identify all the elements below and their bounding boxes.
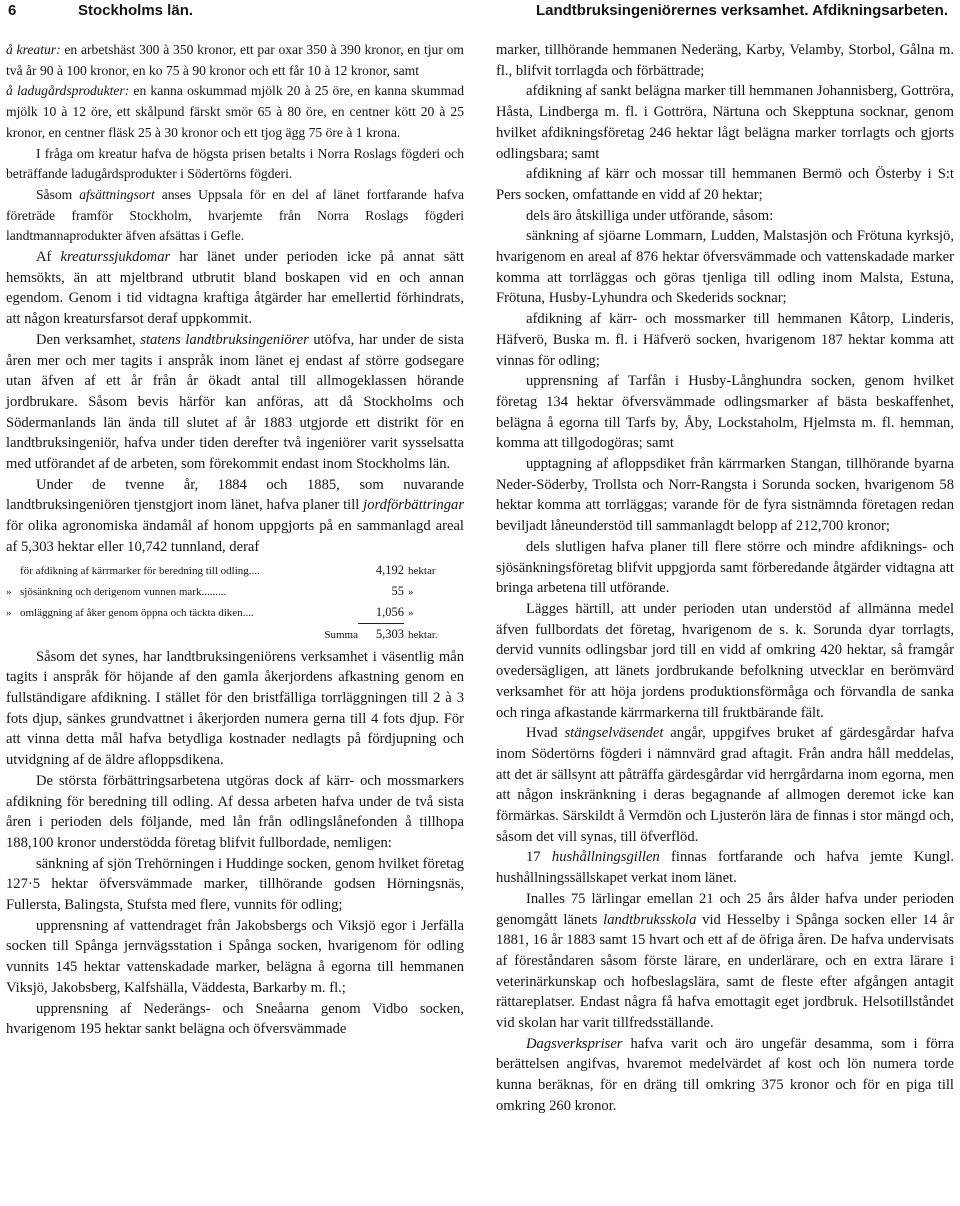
table-row: » sjösänkning och derigenom vunnen mark ......... 55 » [6, 583, 414, 598]
paragraph-text: har länet under perioden icke på annat sätt hemsökts, än att mjeltbrand utbrutit bland boskapen vid en och annan egendom. Genom i tid vidtagna kraftiga åtgärder har emellertid förhindrats, att någon kreatursfarsot deraf uppkommit. [6, 249, 464, 328]
inline-heading: stängselväsendet [564, 725, 664, 742]
left-column [6, 40, 464, 1040]
inline-heading: hushållningsgillen [551, 849, 660, 866]
page-number: 6 [8, 2, 17, 19]
paragraph-text: angår, uppgifves bruket af gärdesgårdar hafva inom Södertörns fögderi i nämnvärd grad aftagit. Från andra håll meddelas, att det är sällsynt att påträffa gärdesgårdar vid herrgårdarna inom egorna, men att någon inskränkning i deras begagnande af allmogen deremot icke kan förmärkas. Särskildt å Vermdön och Ljusterön lära de finnas i stor mängd och, såsom det vill synas, till öfverflöd. [496, 725, 954, 845]
paragraph-text: utöfva, har under de sista åren mer och mer tagits i anspråk inom länet ej endast af större godsegare utan äfven af ett år från år ökadt antal till allmogeklassen hörande jordbrukare. Såsom bevis härför kan anföras, att då Stockholms och Södermanlands län ända till slutet af år 1883 utgjorde ett distrikt för en landtbruksingeniör, hafva under tiden derefter två ingeniörer varit sysselsatta med utförandet af de arbeten, som förekommit endast inom Stockholms län. [6, 331, 464, 473]
paragraph: Såsom afsättningsort anses Uppsala för en del af länet fortfarande hafva företräde framför Stockholm, hvarjemte från Norra Roslags fögderi landtmannaprodukter äfven afsättas i Gefle. [6, 186, 465, 244]
paragraph [496, 1034, 954, 1117]
paragraph: upprensning af Tarfån i Husby-Långhundra socken, genom hvilket företag 134 hektar öfversvämmade odlingsmarker af bästa beskaffenhet, belägna å egorna till Tarfs by, Åby, Lockstaholm, Hjelmsta m. fl. hemman, komma att tillgodogöras; samt [496, 373, 954, 452]
paragraph: upprensning af vattendraget från Jakobsbergs och Viksjö egor i Jerfälla socken till Spånga jernvägsstation i Spånga socken, hvarigenom för odling vunnits 145 hektar vattenskadade marker, belägna å egorna till hemmanen Viksjö, Jakobsberg, Kalfshälla, Väddesta, Barkarby m. fl.; [6, 917, 464, 996]
inline-heading: landtbruksskola [603, 911, 697, 928]
paragraph: Såsom det synes, har landtbruksingeniörens verksamhet i väsentlig mån tagits i anspråk för höjande af den gamla åkerjordens afkastning genom en fullständigare afdikning. I stället för den bristfälliga torrläggningen till 2 à 3 fots djup, sänkes grundvattnet i åkerjorden numera gerna till 4 fots djup. För att vinna detta mål hafva betydliga kostnader nedlagts på fördjupning och utvidgning af de äldre afloppsdikena. [6, 648, 464, 769]
paragraph-text: en arbetshäst 300 à 350 kronor, ett par oxar 350 à 390 kronor, en tjur om två år 90 à 100 kronor, en ko 75 à 90 kronor och ett får 10 à 12 kronor, samt [6, 42, 464, 78]
paragraph: Lägges härtill, att under perioden utan understöd af allmänna medel äfven fullbordats det företag, hvarigenom de s. k. Sorunda dyar torrlagts, dervid vunnits odlingsbar jord till en vidd af omkring 420 hektar, så framgår ovedersägligen, att länets jordbrukande befolkning utvecklar en berömvärd verksamhet för att höja jordens produktionsförmåga och förvandla de sanka och ringa afkastande kärrmarkerna till fruktbärande fält. [496, 600, 954, 721]
total-unit: hektar. [408, 628, 438, 641]
inline-heading: jordförbättringar [363, 497, 464, 514]
inline-heading: statens landtbruksingeniörer [140, 331, 309, 348]
paragraph: Hvad stängselväsendet angår, uppgifves bruket af gärdesgårdar hafva inom Södertörns fögderi i nämnvärd grad aftagit. Från andra håll meddelas, att det är sällsynt att påträffa gärdesgårdar vid herrgårdarna inom egorna, men att någon inskränkning i deras begagnande af allmogen deremot icke kan förmärkas. Särskildt å Vermdön och Ljusterön lära de finnas i stor mängd och, såsom det vill synas, till öfverflöd. [496, 725, 954, 845]
paragraph: dels slutligen hafva planer till flere större och mindre afdiknings- och sjösänkningsföretag blifvit uppgjorda samt förberedande åtgärder vidtagna att bringa arbetena till utförande. [496, 538, 954, 597]
paragraph: I fråga om kreatur hafva de högsta prisen betalts i Norra Roslags fögderi och beträffande ladugårdsprodukter i Södertörns fögderi. [6, 145, 464, 182]
paragraph: afdikning af kärr och mossar till hemmanen Bermö och Österby i S:t Pers socken, omfattande en vidd af 20 hektar; [496, 166, 954, 203]
paragraph [6, 40, 464, 81]
right-column [496, 40, 954, 1117]
table-row: » omläggning af åker genom öppna och täckta diken .... 1,056 » [6, 604, 414, 619]
paragraph: 17 hushållningsgillen finnas fortfarande och hafva jemte Kungl. hushållningssällskapet verkat inom länet. [496, 849, 954, 887]
paragraph: afdikning af sankt belägna marker till hemmanen Johannisberg, Gottröra, Håsta, Lindberga m. fl. i Gottröra, Närtuna och Skepptuna socknar, genom hvilket afdikningsföretag 246 hektar lågt belägna marker torrlagts och gjorts odlingsbara; samt [496, 83, 954, 162]
total-label: Summa [324, 628, 358, 641]
inline-heading: Dagsverkspriser [526, 1035, 623, 1052]
paragraph: upprensning af Nederängs- och Sneåarna genom Vidbo socken, hvarigenom 195 hektar sankt belägna och öfversvämmade [6, 1000, 464, 1038]
inline-heading: å kreatur: [6, 42, 61, 57]
inline-heading: afsättningsort [79, 186, 155, 202]
paragraph: sänkning af sjön Trehörningen i Huddinge socken, genom hvilket företag 127·5 hektar öfversvämmade marker, tillhörande godsen Hörningsnäs, Fullersta, Balingsta, Stufsta med flere, vunnits för odling; [6, 855, 464, 914]
table-total-row [6, 623, 464, 645]
paragraph-text: vid Hesselby i Spånga socken eller 14 år 1881, 16 år 1883 samt 15 hvart och ett af de öfriga åren. De hafva undervisats af föreståndaren såsom förste lärare, en underlärare, och en extra lärare i veterinärkunskap och hofbeslagslära, samt de fleste efter afgången antagit rättareplatser. Endast några få hafva emottagit eget jordbruk. Helsotillståndet vid skolan har varit tillfredsställande. [496, 911, 954, 1032]
area-table [6, 560, 464, 645]
paragraph: Inalles 75 lärlingar emellan 21 och 25 års ålder hafva under perioden genomgått länets landtbruksskola vid Hesselby i Spånga socken eller 14 år 1881, 16 år 1883 samt 15 hvart och ett af de öfriga åren. De hafva undervisats af föreståndaren såsom förste lärare, en underlärare, och en extra lärare i veterinärkunskap och hofbeslagslära, samt de fleste efter afgången antagit rättareplatser. Endast några få hafva emottagit eget jordbruk. Helsotillståndet vid skolan har varit tillfredsställande. [496, 890, 954, 1032]
page-header [0, 0, 960, 28]
running-title-left: Stockholms län. [78, 2, 194, 19]
paragraph: sänkning af sjöarne Lommarn, Ludden, Malstasjön och Frötuna kyrksjö, hvarigenom en areal af 876 hektar öfversvämmade och vattenskadade marker komma att torrläggas och göras tjenliga till odling inom Malsta, Estuna, Frötuna, Husby-Lyhundra och Skederids socknar; [496, 228, 954, 307]
inline-heading: kreaturssjukdomar [60, 249, 171, 266]
paragraph: upptagning af afloppsdiket från kärrmarken Stangan, tillhörande byarna Neder-Söderby, Trollsta och Norr-Rangsta i Sorunda socken, hvarigenom 58 hektar komma att torrläggas; varande för de fyra sistnämnda företagen redan beviljadt låneunderstöd till sammanlagdt belopp af 212,700 kronor; [496, 456, 954, 535]
table-row: för afdikning af kärrmarker för beredning till odling .... 4,192 hektar [20, 562, 436, 577]
paragraph [6, 81, 464, 143]
total-value: 5,303 [358, 623, 404, 644]
running-title-right: Landtbruksingeniörernes verksamhet. Afdikningsarbeten. [535, 2, 948, 19]
paragraph-text: anses Uppsala för en del af länet fortfarande hafva företräde framför Stockholm, hvarjemte från Norra Roslags fögderi landtmannaprodukter äfven afsättas i Gefle. [6, 186, 465, 244]
paragraph: De största förbättringsarbetena utgöras dock af kärr- och mossmarkers afdikning för beredning till odling. Af dessa arbeten hafva under de två sista åren i perioden dels följande, med lån från odlingslånefonden å tillhopa 188,100 kronor understödda företag blifvit fullbordade, nemligen: [6, 772, 464, 851]
paragraph-text: finnas fortfarande och hafva jemte Kungl. hushållningssällskapet verkat inom länet. [496, 849, 954, 887]
paragraph-text: en kanna oskummad mjölk 20 à 25 öre, en kanna skummad mjölk 10 à 12 öre, ett skålpund färskt smör 65 à 80 öre, en centner kött 20 à 25 kronor, en centner fläsk 25 à 30 kronor och ett tjog ägg 75 öre à 1 krona. [6, 83, 464, 140]
paragraph: Af kreaturssjukdomar har länet under perioden icke på annat sätt hemsökts, än att mjeltbrand utbrutit bland boskapen vid en och annan egendom. Genom i tid vidtagna kraftiga åtgärder har emellertid förhindrats, att någon kreatursfarsot deraf uppkommit. [6, 249, 464, 328]
paragraph: dels äro åtskilliga under utförande, såsom: [526, 207, 774, 224]
paragraph: marker, tillhörande hemmanen Nederäng, Karby, Velamby, Storbol, Gålna m. fl., blifvit torrlagda och förbättrade; [496, 42, 954, 79]
inline-heading: å ladugårdsprodukter: [6, 83, 130, 99]
paragraph: Den verksamhet, statens landtbruksingeniörer utöfva, har under de sista åren mer och mer tagits i anspråk inom länet ej endast af större godsegare utan äfven af ett år från år ökadt antal till allmogeklassen hörande jordbrukare. Såsom bevis härför kan anföras, att då Stockholms och Södermanlands län ända till slutet af år 1883 utgjorde ett distrikt för en landtbruksingeniör, hafva under tiden derefter två ingeniörer varit sysselsatta med utförandet af de arbeten, som förekommit endast inom Stockholms län. [6, 331, 464, 473]
paragraph: afdikning af kärr- och mossmarker till hemmanen Kåtorp, Linderis, Häfverö, Buska m. fl. i Häfverö socken, hvarigenom 187 hektar komma att vinnas för odling; [496, 311, 954, 369]
paragraph-text: hafva varit och äro ungefär desamma, som i förra berättelsen angifvas, hvaremot medelvärdet af kost och lön numera torde kunna beräknas, för en dräng till omkring 375 kronor och för en piga till omkring 260 kronor. [496, 1035, 954, 1114]
paragraph: Under de tvenne år, 1884 och 1885, som nuvarande landtbruksingeniören tjenstgjort inom länet, hafva planer till jordförbättringar för olika agronomiska ändamål af honom uppgjorts på en sammanlagd areal af 5,303 hektar eller 10,742 tunnland, deraf [6, 476, 464, 555]
paragraph-text: för olika agronomiska ändamål af honom uppgjorts på en sammanlagd areal af 5,303 hektar eller 10,742 tunnland, deraf [6, 518, 464, 555]
